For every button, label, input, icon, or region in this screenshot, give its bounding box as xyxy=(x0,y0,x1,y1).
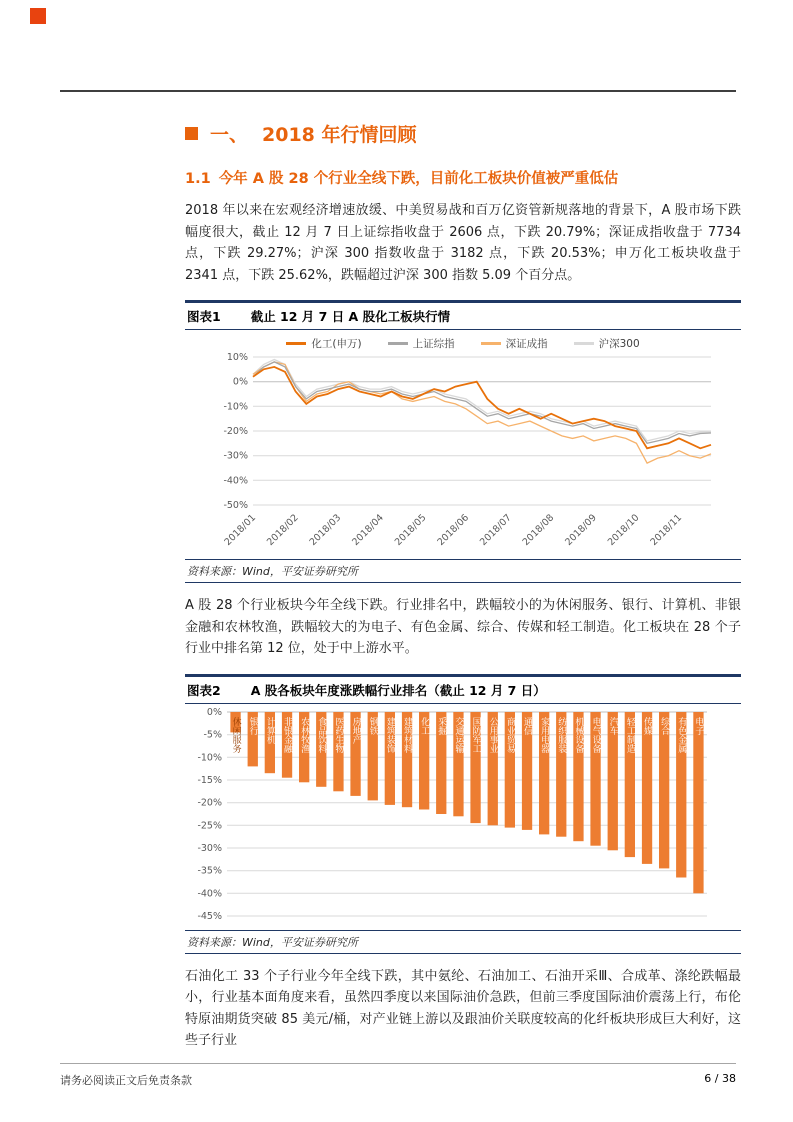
legend-label: 深证成指 xyxy=(505,338,548,350)
svg-text:-5%: -5% xyxy=(203,729,222,741)
svg-text:2018/03: 2018/03 xyxy=(307,512,344,549)
svg-text:2018/05: 2018/05 xyxy=(392,512,429,549)
bar-label: 传媒 xyxy=(642,716,652,735)
bar-label: 汽车 xyxy=(607,716,618,735)
bar-label: 建筑材料 xyxy=(402,716,412,753)
legend-label: 沪深300 xyxy=(598,338,640,350)
bar-label: 纺织服装 xyxy=(556,716,567,753)
bar-label: 轻工制造 xyxy=(624,716,635,753)
svg-text:-20%: -20% xyxy=(197,797,222,809)
legend-swatch-icon xyxy=(286,342,306,345)
bar-label: 公用事业 xyxy=(487,716,498,753)
line-chart-canvas xyxy=(185,351,741,551)
footer-disclaimer: 请务必阅读正文后免责条款 xyxy=(60,1074,192,1087)
bar-label: 医药生物 xyxy=(333,716,344,753)
bar-label: 休闲服务 xyxy=(230,716,241,753)
svg-text:2018/02: 2018/02 xyxy=(265,512,301,549)
bar-label: 化工 xyxy=(419,716,430,735)
bar-label: 计算机 xyxy=(264,716,275,744)
figure2-header xyxy=(185,674,741,704)
bar-label: 电子 xyxy=(693,716,704,735)
figure2-source: 资料来源：Wind，平安证券研究所 xyxy=(185,930,741,954)
bar xyxy=(659,712,669,868)
svg-text:-40%: -40% xyxy=(223,475,248,487)
section-number: 一、 xyxy=(210,124,249,146)
bar-chart xyxy=(185,704,741,922)
bar-label: 家用电器 xyxy=(539,716,550,753)
svg-text:-10%: -10% xyxy=(223,401,248,413)
figure2-label: 图表2 xyxy=(187,682,221,698)
brand-logo-icon xyxy=(30,8,46,24)
svg-text:-30%: -30% xyxy=(197,842,222,854)
svg-text:0%: 0% xyxy=(232,376,248,388)
figure1-label: 图表1 xyxy=(187,309,221,324)
line-chart-legend xyxy=(185,336,741,351)
subsection-title: 今年 A 股 28 个行业全线下跌，目前化工板块价值被严重低估 xyxy=(218,171,619,187)
legend-label: 化工(申万) xyxy=(311,338,362,350)
bar-label: 农林牧渔 xyxy=(299,716,310,753)
svg-text:2018/08: 2018/08 xyxy=(520,512,557,549)
legend-item xyxy=(388,336,455,351)
figure1-title: 截止 12 月 7 日 A 股化工板块行情 xyxy=(250,309,451,324)
svg-text:2018/10: 2018/10 xyxy=(605,512,642,549)
bar-label: 电气设备 xyxy=(590,716,601,753)
bar-chart-svg xyxy=(185,704,741,922)
subsection-heading xyxy=(185,167,741,188)
bar xyxy=(693,712,703,893)
legend-swatch-icon xyxy=(481,342,501,345)
svg-text:-20%: -20% xyxy=(223,426,248,437)
section-title: 2018 年行情回顾 xyxy=(262,124,417,146)
bar-label: 建筑装饰 xyxy=(384,716,395,753)
svg-text:-40%: -40% xyxy=(197,887,222,899)
legend-swatch-icon xyxy=(574,342,594,345)
footer-divider xyxy=(60,1063,736,1064)
paragraph-3: 石油化工 33 个子行业今年全线下跌，其中氨纶、石油加工、石油开采Ⅲ、合成革、涤纶跌幅最小，行业基本面角度来看，虽然四季度以来国际油价急跌，但前三季度国际油价震荡上行，布伦特原油期货突破 85 美元/桶，对产业链上游以及跟油价关联度较高的化纤板块形成巨大利好，这些子行业 xyxy=(185,968,741,1048)
legend-swatch-icon xyxy=(388,342,408,345)
subsection-number: 1.1 xyxy=(185,171,211,187)
line-chart-svg xyxy=(185,351,741,551)
svg-text:2018/11: 2018/11 xyxy=(648,512,685,549)
svg-text:-10%: -10% xyxy=(197,751,222,763)
bar-label: 机械设备 xyxy=(573,716,584,753)
svg-text:-35%: -35% xyxy=(197,865,222,877)
bar-label: 钢铁 xyxy=(367,716,378,735)
bar-label: 食品饮料 xyxy=(316,716,327,753)
bar-chart-canvas xyxy=(185,704,741,922)
legend-item xyxy=(481,336,548,351)
legend-item xyxy=(286,336,361,351)
page-number: 6 / 38 xyxy=(704,1072,736,1085)
svg-text:2018/01: 2018/01 xyxy=(222,512,259,549)
svg-text:-25%: -25% xyxy=(197,819,222,831)
svg-text:2018/04: 2018/04 xyxy=(350,512,386,549)
line-chart xyxy=(185,336,741,551)
legend-label: 上证综指 xyxy=(412,338,455,350)
bar-label: 房地产 xyxy=(350,716,361,744)
legend-item xyxy=(574,336,640,351)
bar-label: 有色金属 xyxy=(676,716,687,753)
section-heading xyxy=(185,120,741,147)
paragraph-1: 2018 年以来在宏观经济增速放缓、中美贸易战和百万亿资管新规落地的背景下，A 股市场下跌幅度很大，截止 12 月 7 日上证综指收盘于 2606 点，下跌 20.79%；深证成指收盘于 7734 点，下跌 29.27%；沪深 300 指数收盘于 3182 点，下跌 20.53%；申万化工板块收盘于 2341 点，下跌 25.62%，跌幅超过沪深 300 指数 5.09 个百分点。 xyxy=(185,203,741,283)
bar-label: 国防军工 xyxy=(470,716,481,753)
svg-text:-15%: -15% xyxy=(197,774,222,786)
paragraph-2: A 股 28 个行业板块今年全线下跌。行业排名中，跌幅较小的为休闲服务、银行、计算机、非银金融和农林牧渔，跌幅较大的为电子、有色金属、综合、传媒和轻工制造。化工板块在 28 个子行业中排名第 12 位，处于中上游水平。 xyxy=(185,598,741,656)
bar-label: 综合 xyxy=(659,716,670,735)
svg-text:2018/07: 2018/07 xyxy=(478,512,514,549)
header-divider xyxy=(60,90,736,92)
svg-text:-50%: -50% xyxy=(223,500,248,511)
bar-label: 通信 xyxy=(522,716,532,735)
series-line xyxy=(253,360,711,441)
bar-label: 采掘 xyxy=(436,716,447,735)
figure2-title: A 股各板块年度涨跌幅行业排名（截止 12 月 7 日） xyxy=(250,682,546,698)
figure1-header xyxy=(185,300,741,330)
bar-label: 非银金融 xyxy=(282,716,292,753)
bar-label: 交通运输 xyxy=(453,716,464,753)
svg-text:2018/06: 2018/06 xyxy=(435,512,472,549)
svg-text:2018/09: 2018/09 xyxy=(563,512,599,549)
svg-text:-30%: -30% xyxy=(223,450,248,462)
svg-text:10%: 10% xyxy=(226,352,248,363)
bar-label: 商业贸易 xyxy=(504,716,515,753)
section-bullet-icon xyxy=(185,127,198,140)
svg-text:0%: 0% xyxy=(206,706,222,718)
bar-label: 银行 xyxy=(247,716,258,735)
figure1-source: 资料来源：Wind，平安证券研究所 xyxy=(185,559,741,583)
svg-text:-45%: -45% xyxy=(197,910,222,922)
content-column xyxy=(185,112,741,1052)
